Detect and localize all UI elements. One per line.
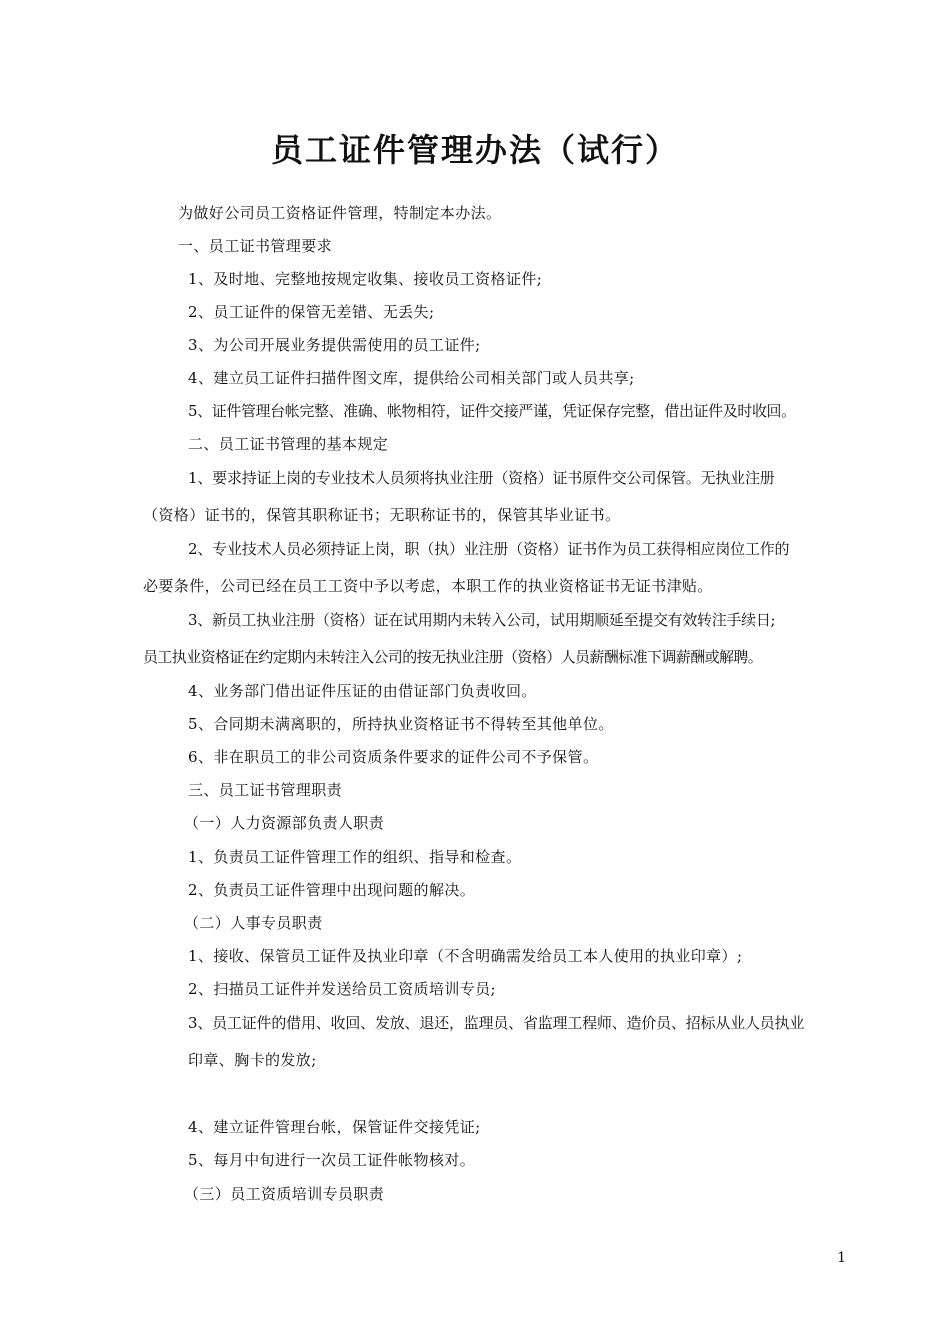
section-heading-3: 三、员工证书管理职责 <box>188 781 343 799</box>
section-heading-1: 一、员工证书管理要求 <box>178 237 333 255</box>
list-item: 5、合同期未满离职的，所持执业资格证书不得转至其他单位。 <box>188 715 614 733</box>
list-item: 1、及时地、完整地按规定收集、接收员工资格证件; <box>188 270 543 288</box>
list-item: 2、负责员工证件管理中出现问题的解决。 <box>188 881 476 899</box>
list-item: 2、扫描员工证件并发送给员工资质培训专员; <box>188 980 496 998</box>
list-item: 5、证件管理台帐完整、准确、帐物相符，证件交接严谨，凭证保存完整，借出证件及时收回。 <box>188 402 796 420</box>
subsection-heading: （二）人事专员职责 <box>184 914 323 932</box>
subsection-heading: （一）人力资源部负责人职责 <box>184 814 385 832</box>
subsection-heading: （三）员工资质培训专员职责 <box>184 1185 385 1203</box>
page-number: 1 <box>837 1250 846 1266</box>
paragraph-intro: 为做好公司员工资格证件管理，特制定本办法。 <box>178 204 502 222</box>
list-item: 3、新员工执业注册（资格）证在试用期内未转入公司，试用期顺延至提交有效转注手续日; <box>188 611 776 629</box>
list-item-continuation: 员工执业资格证在约定期内未转注入公司的按无执业注册（资格）人员薪酬标准下调薪酬或解聘。 <box>143 648 763 666</box>
document-title: 员工证件管理办法（试行） <box>270 131 679 169</box>
list-item-continuation: 必要条件，公司已经在员工工资中予以考虑，本职工作的执业资格证书无证书津贴。 <box>143 577 713 595</box>
list-item: 1、负责员工证件管理工作的组织、指导和检查。 <box>188 848 522 866</box>
list-item: 3、员工证件的借用、收回、发放、退还，监理员、省监理工程师、造价员、招标从业人员执业 <box>188 1014 805 1032</box>
list-item: 4、建立证件管理台帐，保管证件交接凭证; <box>188 1118 481 1136</box>
list-item: 2、员工证件的保管无差错、无丢失; <box>188 303 435 321</box>
list-item: 3、为公司开展业务提供需使用的员工证件; <box>188 336 481 354</box>
list-item: 6、非在职员工的非公司资质条件要求的证件公司不予保管。 <box>188 748 599 766</box>
list-item: 1、要求持证上岗的专业技术人员须将执业注册（资格）证书原件交公司保管。无执业注册 <box>188 469 775 487</box>
section-heading-2: 二、员工证书管理的基本规定 <box>188 435 389 453</box>
list-item: 5、每月中旬进行一次员工证件帐物核对。 <box>188 1151 476 1169</box>
list-item: 4、建立员工证件扫描件图文库，提供给公司相关部门或人员共享; <box>188 369 635 387</box>
list-item: 1、接收、保管员工证件及执业印章（不含明确需发给员工本人使用的执业印章）; <box>188 947 743 965</box>
list-item-continuation: 印章、胸卡的发放; <box>188 1051 317 1069</box>
list-item: 2、专业技术人员必须持证上岗，职（执）业注册（资格）证书作为员工获得相应岗位工作的 <box>188 540 790 558</box>
list-item: 4、业务部门借出证件压证的由借证部门负责收回。 <box>188 682 537 700</box>
list-item-continuation: （资格）证书的，保管其职称证书；无职称证书的，保管其毕业证书。 <box>143 506 621 524</box>
